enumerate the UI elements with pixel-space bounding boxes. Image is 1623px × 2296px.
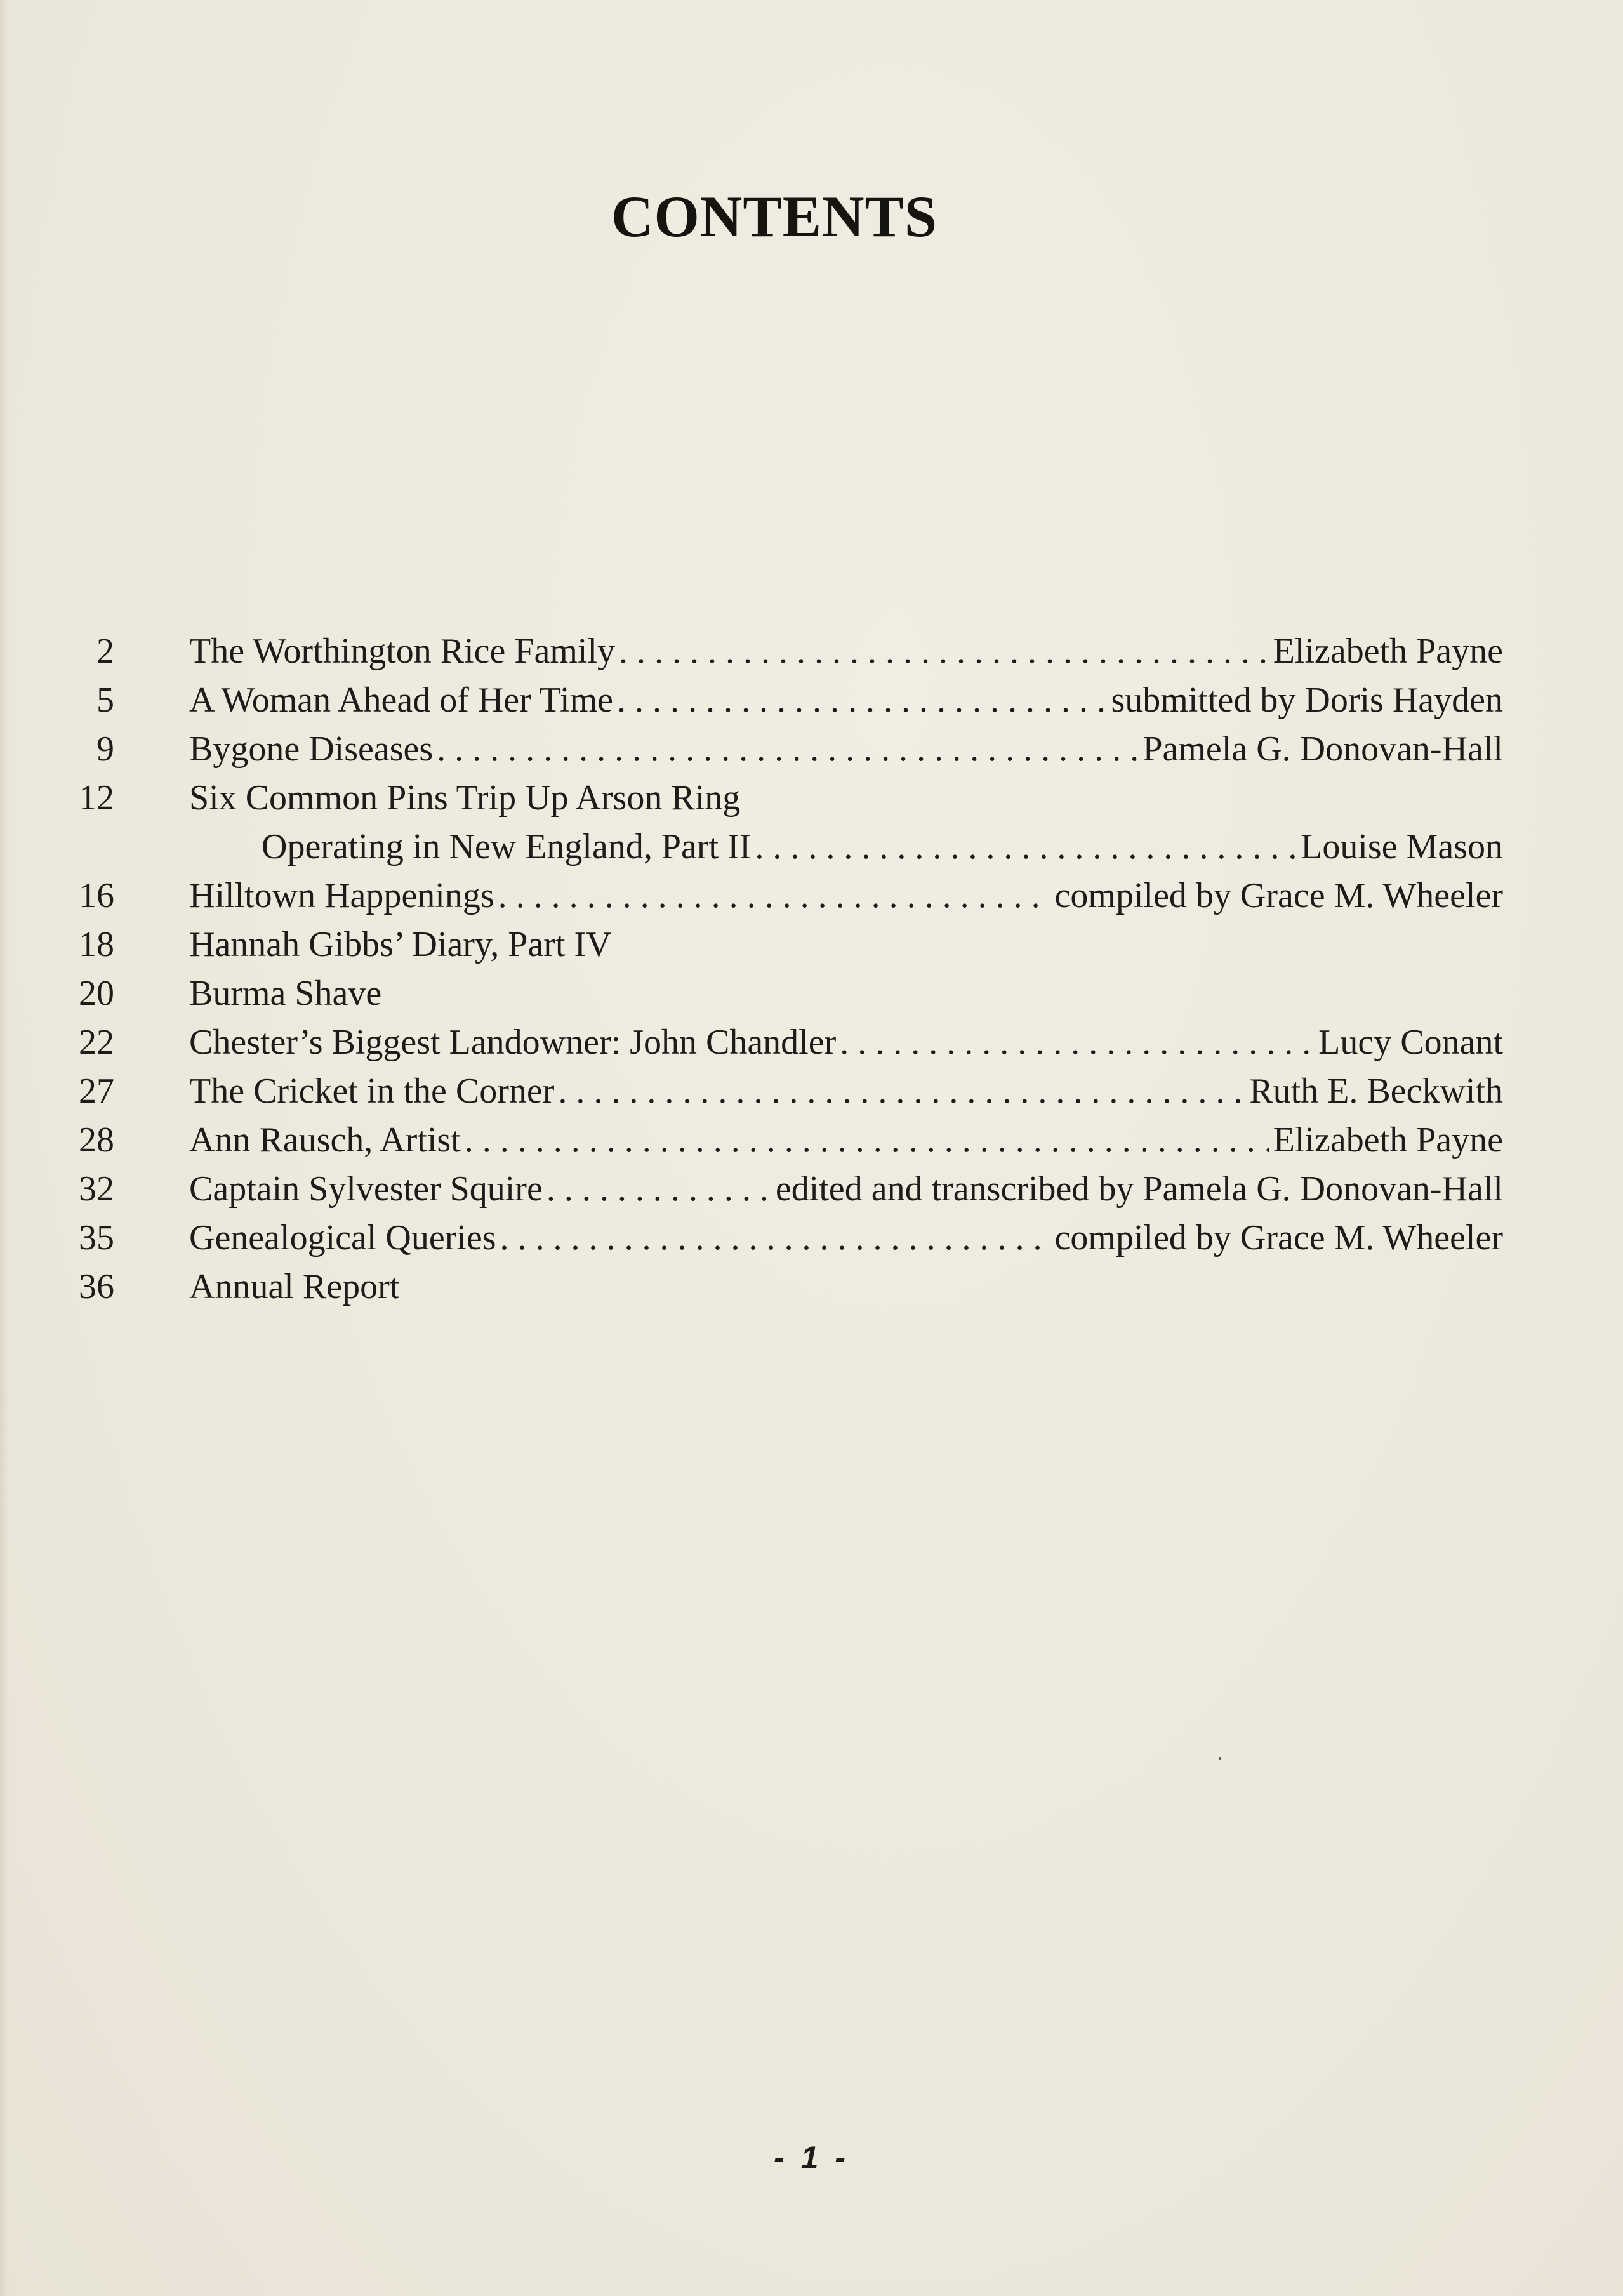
toc-row [0, 1263, 1623, 1311]
toc-author: Elizabeth Payne [1273, 1120, 1503, 1160]
toc-entry [189, 774, 1503, 823]
toc-title: The Worthington Rice Family [189, 632, 616, 671]
toc-author: compiled by Grace M. Wheeler [1054, 1218, 1503, 1257]
toc-row [0, 1214, 1623, 1263]
toc-title: Ann Rausch, Artist [189, 1120, 461, 1160]
toc-row [0, 627, 1623, 676]
dot-leader [558, 1067, 1245, 1116]
toc-author: Lucy Conant [1318, 1023, 1503, 1062]
toc-title: Genealogical Queries [189, 1218, 496, 1257]
toc-page-number: 9 [96, 729, 114, 769]
toc-page-number: 35 [79, 1218, 114, 1257]
toc-row-continuation [0, 823, 1623, 872]
toc-title: Chester’s Biggest Landowner: John Chandler [189, 1023, 837, 1062]
page-number-footer: - 1 - [774, 2140, 849, 2175]
toc-page-number: 22 [79, 1023, 114, 1062]
toc-row [0, 1018, 1623, 1067]
toc-row [0, 774, 1623, 823]
toc-page-number: 36 [79, 1267, 114, 1306]
toc-author: Louise Mason [1301, 827, 1503, 866]
dot-leader [500, 1214, 1051, 1263]
toc-entry [189, 872, 1503, 920]
toc-author: Elizabeth Payne [1273, 632, 1503, 671]
toc-entry [262, 823, 1503, 872]
contents-heading: CONTENTS [611, 184, 938, 249]
toc-entry [189, 920, 1503, 969]
toc-title: Six Common Pins Trip Up Arson Ring [189, 778, 741, 818]
toc-page-number: 27 [79, 1072, 114, 1111]
toc-author: Pamela G. Donovan-Hall [1143, 729, 1503, 769]
dot-leader [840, 1018, 1315, 1067]
toc-page-number: 32 [79, 1169, 114, 1209]
toc-page-number: 28 [79, 1120, 114, 1160]
toc-row [0, 872, 1623, 920]
toc-title: Captain Sylvester Squire [189, 1169, 543, 1209]
toc-title: Bygone Diseases [189, 729, 434, 769]
toc-row [0, 1165, 1623, 1214]
dot-leader [498, 872, 1051, 920]
dot-leader [547, 1165, 772, 1214]
toc-entry [189, 676, 1503, 725]
toc-row [0, 1116, 1623, 1165]
toc-row [0, 920, 1623, 969]
dot-leader [437, 725, 1139, 774]
toc-page-number: 5 [96, 680, 114, 720]
toc-author: submitted by Doris Hayden [1111, 680, 1503, 720]
toc-entry [189, 1018, 1503, 1067]
toc-entry [189, 1165, 1503, 1214]
dot-leader [619, 627, 1269, 676]
toc-row [0, 1067, 1623, 1116]
toc-entry [189, 725, 1503, 774]
toc-author: edited and transcribed by Pamela G. Donovan-Hall [775, 1169, 1503, 1209]
toc-entry [189, 1116, 1503, 1165]
toc-entry [189, 627, 1503, 676]
toc-entry [189, 969, 1503, 1018]
toc-page-number: 2 [96, 632, 114, 671]
toc-entry [189, 1067, 1503, 1116]
table-of-contents [0, 627, 1623, 1311]
toc-author: Ruth E. Beckwith [1249, 1072, 1503, 1111]
toc-title: The Cricket in the Corner [189, 1072, 555, 1111]
toc-page-number: 20 [79, 974, 114, 1013]
paper-speck [1219, 1757, 1221, 1760]
toc-title: Hannah Gibbs’ Diary, Part IV [189, 925, 612, 964]
toc-title-continuation: Operating in New England, Part II [262, 827, 752, 866]
toc-title: Hilltown Happenings [189, 876, 494, 915]
toc-page-number: 16 [79, 876, 114, 915]
toc-entry [189, 1214, 1503, 1263]
dot-leader [617, 676, 1108, 725]
dot-leader [465, 1116, 1269, 1165]
dot-leader [755, 823, 1297, 872]
toc-entry [189, 1263, 1503, 1311]
toc-row [0, 676, 1623, 725]
toc-title: Burma Shave [189, 974, 382, 1013]
toc-title: Annual Report [189, 1267, 400, 1306]
toc-page-number: 18 [79, 925, 114, 964]
toc-row [0, 969, 1623, 1018]
toc-title: A Woman Ahead of Her Time [189, 680, 613, 720]
toc-row [0, 725, 1623, 774]
toc-page-number: 12 [79, 778, 114, 818]
toc-author: compiled by Grace M. Wheeler [1054, 876, 1503, 915]
